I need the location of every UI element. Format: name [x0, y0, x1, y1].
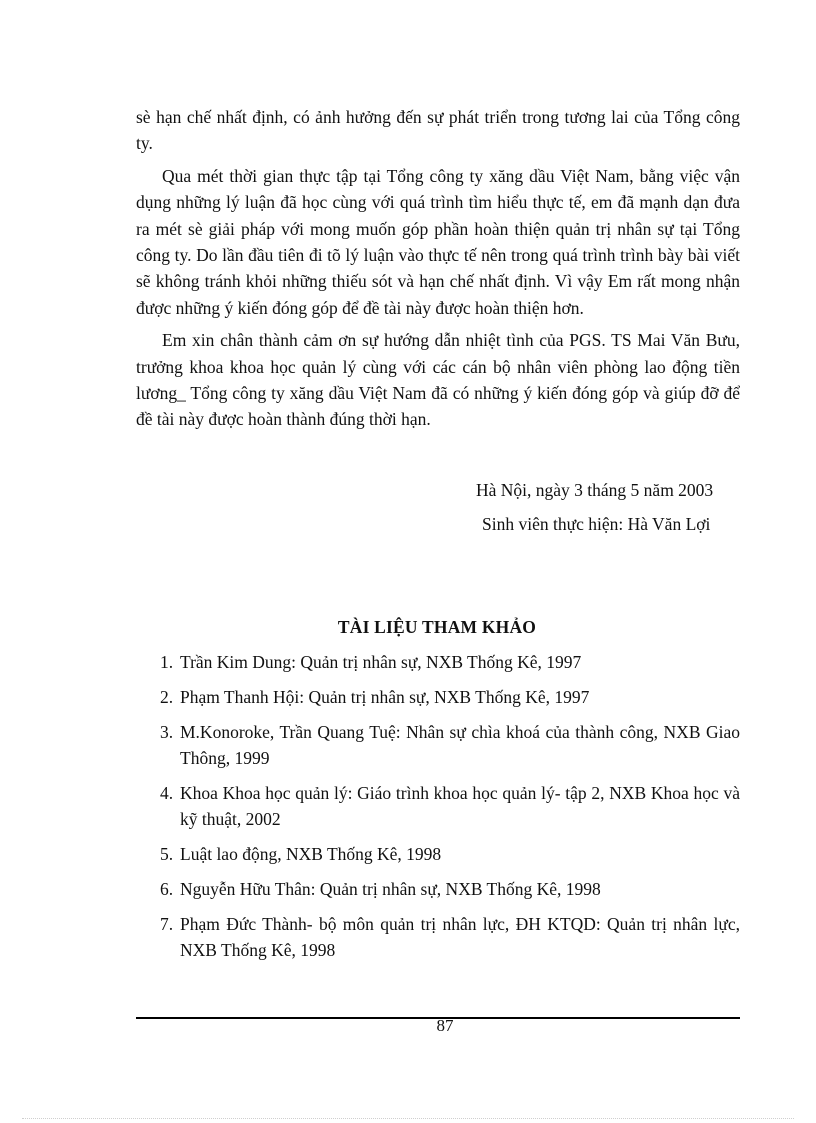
paragraph-acknowledgement: Em xin chân thành cảm ơn sự hướng dẫn nhiệt tình của PGS. TS Mai Văn Bưu, trưởng khoa khoa học quản lý cùng với các cán bộ nhân viên phòng lao động tiền lương_ Tổng công ty xăng dầu Việt Nam đã có những ý kiến đóng góp và giúp đỡ để đề tài này được hoàn thành đúng thời hạn.	[136, 330, 740, 430]
reference-text: Phạm Thanh Hội: Quản trị nhân sự, NXB Thống Kê, 1997	[180, 687, 590, 707]
reference-number: 7.	[160, 914, 174, 934]
page-number: 87	[436, 1016, 454, 1035]
reference-number: 2.	[160, 687, 174, 707]
reference-text: Nguyễn Hữu Thân: Quản trị nhân sự, NXB Thống Kê, 1998	[180, 879, 601, 899]
author-line: Sinh viên thực hiện: Hà Văn Lợi	[482, 514, 711, 534]
reference-text: Trần Kim Dung: Quản trị nhân sự, NXB Thống Kê, 1997	[180, 652, 582, 672]
references-title: TÀI LIỆU THAM KHẢO	[337, 617, 537, 637]
reference-item	[160, 719, 740, 771]
reference-number: 1.	[160, 652, 174, 672]
reference-number: 5.	[160, 844, 174, 864]
reference-text: Phạm Đức Thành- bộ môn quản trị nhân lực, ĐH KTQD: Quản trị nhân lực, NXB Thống Kê, 1998	[180, 914, 740, 960]
reference-item	[160, 876, 740, 902]
page-edge-divider	[22, 1118, 794, 1119]
reference-text: Khoa Khoa học quản lý: Giáo trình khoa học quản lý- tập 2, NXB Khoa học và kỹ thuật, 2002	[180, 783, 740, 829]
reference-item	[160, 841, 740, 867]
reference-number: 3.	[160, 722, 174, 742]
paragraph-internship-summary: Qua mét thời gian thực tập tại Tổng công ty xăng dầu Việt Nam, bằng việc vận dụng những lý luận đã học cùng với quá trình tìm hiểu thực tế, em đã mạnh dạn đưa ra mét sè giải pháp với mong muốn góp phần hoàn thiện quản trị nhân sự tại Tổng công ty. Do lần đầu tiên đi tõ lý luận vào thực tế nên trong quá trình trình bày bài viết sẽ không tránh khỏi những thiếu sót và hạn chế nhất định. Vì vậy Em rất mong nhận được những ý kiến đóng góp để đề tài này được hoàn thiện hơn.	[136, 165, 740, 318]
body-text	[136, 104, 740, 439]
reference-item	[160, 649, 740, 675]
reference-number: 6.	[160, 879, 174, 899]
references-list	[160, 649, 740, 972]
reference-text: M.Konoroke, Trần Quang Tuệ: Nhân sự chìa khoá của thành công, NXB Giao Thông, 1999	[180, 722, 740, 768]
reference-text: Luật lao động, NXB Thống Kê, 1998	[180, 844, 442, 864]
reference-item	[160, 911, 740, 963]
reference-item	[160, 684, 740, 710]
reference-item	[160, 780, 740, 832]
reference-number: 4.	[160, 783, 174, 803]
date-line: Hà Nội, ngày 3 tháng 5 năm 2003	[476, 480, 714, 500]
paragraph-continuation: sè hạn chế nhất định, có ảnh hưởng đến sự phát triển trong tương lai của Tổng công ty.	[136, 107, 740, 154]
